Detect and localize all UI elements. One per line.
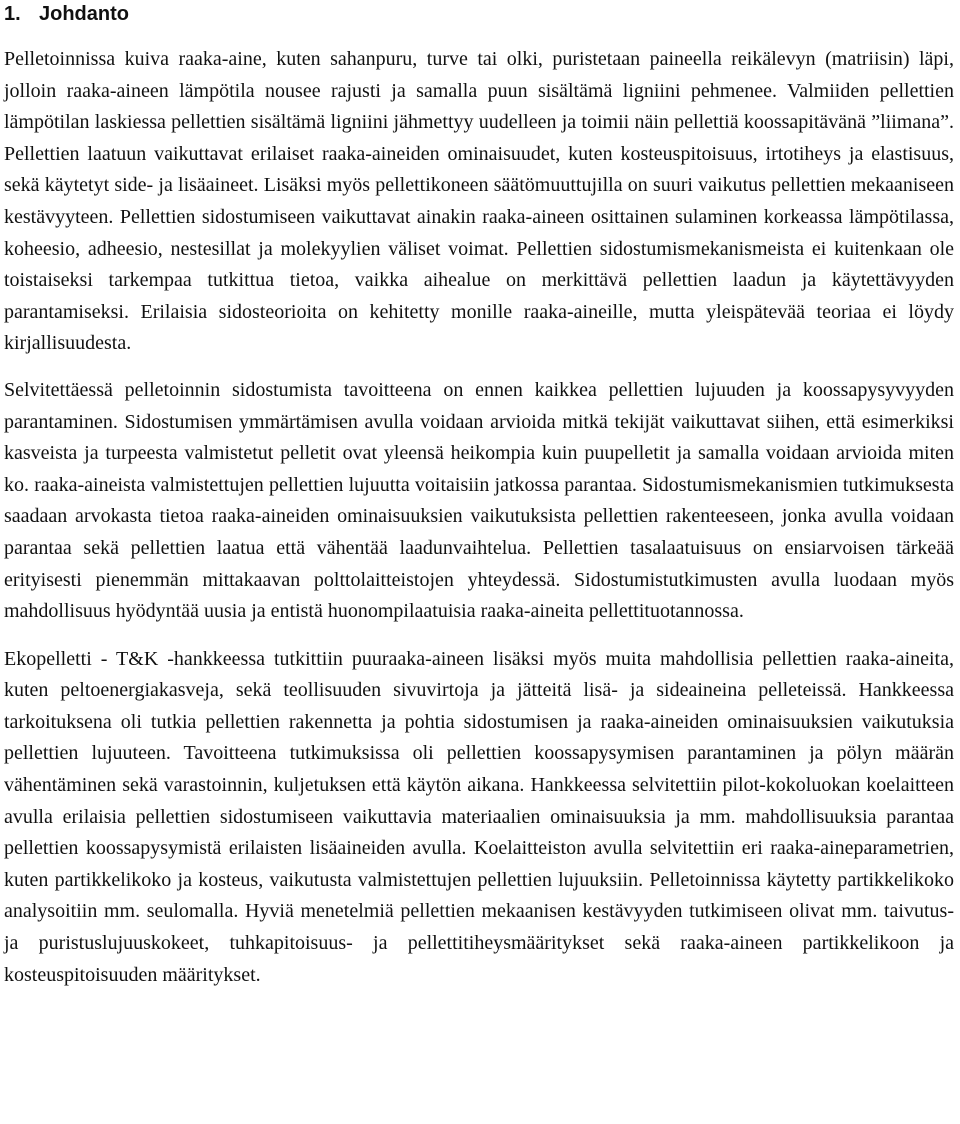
- paragraph-sidostuminen: Selvitettäessä pelletoinnin sidostumista tavoitteena on ennen kaikkea pellettien lujuuden ja koossapysyvyyden parantaminen. Sidostumisen ymmärtämisen avulla voidaan arvioida mitkä tekijät vaikuttavat siihen, että esimerkiksi kasveista ja turpeesta valmistetut pelletit ovat yleensä heikompia kuin puupelletit ja samalla voidaan arvioida miten ko. raaka-aineista valmistettujen pellettien lujuutta voitaisiin jatkossa parantaa. Sidostumismekanismien tutkimuksesta saadaan arvokasta tietoa raaka-aineiden ominaisuuksien vaikutuksista pellettien rakenteeseen, jonka avulla voidaan parantaa sekä pellettien laatua että vähentää laadunvaihtelua. Pellettien tasalaatuisuus on ensiarvoisen tärkeää erityisesti pienemmän mittakaavan polttolaitteistojen yhteydessä. Sidostumistutkimusten avulla luodaan myös mahdollisuus hyödyntää uusia ja entistä huonompilaatuisia raaka-aineita pellettituotannossa.: [4, 378, 954, 623]
- paragraph-pelletointi: Pelletoinnissa kuiva raaka-aine, kuten sahanpuru, turve tai olki, puristetaan paineella reikälevyn (matriisin) läpi, jolloin raaka-aineen lämpötila nousee rajusti ja samalla puun sisältämä ligniini pehmenee. Valmiiden pellettien lämpötilan laskiessa pellettien sisältämä ligniini jähmettyy uudelleen ja toimii näin pellettiä koossapitävänä ”liimana”. Pellettien laatuun vaikuttavat erilaiset raaka-aineiden ominaisuudet, kuten kosteuspitoisuus, irtotiheys ja elastisuus, sekä käytetyt side- ja lisäaineet. Lisäksi myös pellettikoneen säätömuuttujilla on suuri vaikutus pellettien mekaaniseen kestävyyteen. Pellettien sidostumiseen vaikuttavat ainakin raaka-aineen osittainen sulaminen korkeassa lämpötilassa, koheesio, adheesio, nestesillat ja molekyylien väliset voimat. Pellettien sidostumismekanismeista ei kuitenkaan ole toistaiseksi tarkempaa tutkittua tietoa, vaikka aihealue on merkittävä pellettien laadun ja käytettävyyden parantamiseksi. Erilaisia sidosteorioita on kehitetty monille raaka-aineille, mutta yleispätevää teoriaa ei löydy kirjallisuudesta.: [4, 48, 954, 355]
- section-title: Johdanto: [39, 3, 129, 25]
- paragraph-ekopelletti: Ekopelletti - T&K -hankkeessa tutkittiin puuraaka-aineen lisäksi myös muita mahdollisia pellettien raaka-aineita, kuten peltoenergiakasveja, sekä teollisuuden sivuvirtoja ja jätteitä lisä- ja sideaineina pelleteissä. Hankkeessa tarkoituksena oli tutkia pellettien rakennetta ja pohtia sidostumisen ja raaka-aineiden ominaisuuksien vaikutuksia pellettien lujuuteen. Tavoitteena tutkimuksissa oli pellettien koossapysymisen parantaminen ja pölyn määrän vähentäminen sekä varastoinnin, kuljetuksen että käytön aikana. Hankkeessa selvitettiin pilot-kokoluokan koelaitteen avulla erilaisia pellettien sidostumiseen vaikuttavia materiaalien ominaisuuksia ja mm. mahdollisuuksia parantaa pellettien koossapysymistä erilaisten lisäaineiden avulla. Koelaitteiston avulla selvitettiin eri raaka-aineparametrien, kuten partikkelikoko ja kosteus, vaikutusta valmistettujen pellettien lujuuksiin. Pelletoinnissa käytetty partikkelikoko analysoitiin mm. seulomalla. Hyviä menetelmiä pellettien mekaanisen kestävyyden tutkimiseen olivat mm. taivutus- ja puristuslujuuskokeet, tuhkapitoisuus- ja pellettitiheysmääritykset sekä raaka-aineen partikkelikoon ja kosteuspitoisuuden määritykset.: [4, 647, 954, 986]
- section-number: 1.: [4, 3, 21, 25]
- section-heading: [4, 0, 954, 26]
